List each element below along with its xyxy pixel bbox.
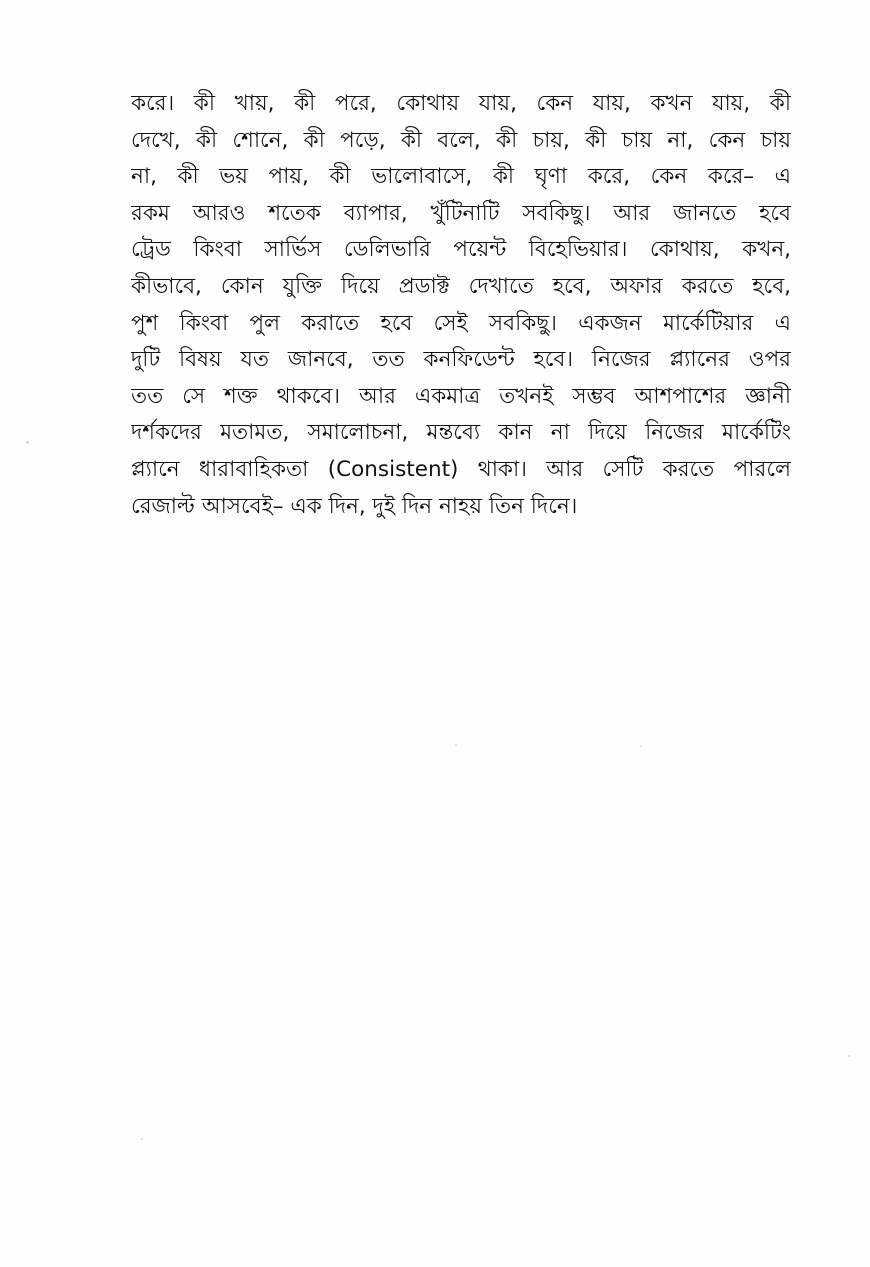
scan-speck — [141, 1138, 143, 1140]
paragraph-line: কীভাবে, কোন যুক্তি দিয়ে প্রডাক্ট দেখাতে হবে, অফার করতে হবে, — [131, 273, 791, 299]
paragraph-line: রকম আরও শতেক ব্যাপার, খুঁটিনাটি সবকিছু। আর জানতে হবে — [131, 200, 791, 226]
paragraph-line: প্ল্যানে ধারাবাহিকতা (Consistent) থাকা। আর সেটি করতে পারলে — [131, 456, 791, 482]
paragraph-line: দুটি বিষয় যত জানবে, তত কনফিডেন্ট হবে। নিজের প্ল্যানের ওপর — [131, 347, 791, 373]
scan-speck — [455, 744, 457, 746]
scan-speck — [848, 1055, 850, 1057]
paragraph-line: পুশ কিংবা পুল করাতে হবে সেই সবকিছু। একজন মার্কেটিয়ার এ — [131, 310, 791, 336]
scan-speck — [26, 441, 29, 444]
scan-speck — [640, 745, 642, 747]
paragraph-line: তত সে শক্ত থাকবে। আর একমাত্র তখনই সম্ভব আশপাশের জ্ঞানী — [131, 383, 791, 409]
paragraph-line: রেজাল্ট আসবেই– এক দিন, দুই দিন নাহয় তিন দিনে। — [131, 493, 578, 519]
paragraph-line: দর্শকদের মতামত, সমালোচনা, মন্তব্যে কান না দিয়ে নিজের মার্কেটিং — [131, 420, 791, 446]
paragraph-line: করে। কী খায়, কী পরে, কোথায় যায়, কেন যায়, কখন যায়, কী — [131, 91, 791, 116]
paragraph-line: ট্রেড কিংবা সার্ভিস ডেলিভারি পয়েন্ট বিহেভিয়ার। কোথায়, কখন, — [131, 237, 791, 263]
paragraph-line: দেখে, কী শোনে, কী পড়ে, কী বলে, কী চায়, কী চায় না, কেন চায় — [131, 127, 791, 153]
body-paragraph — [131, 86, 791, 525]
paragraph-line: না, কী ভয় পায়, কী ভালোবাসে, কী ঘৃণা করে, কেন করে– এ — [131, 164, 791, 190]
